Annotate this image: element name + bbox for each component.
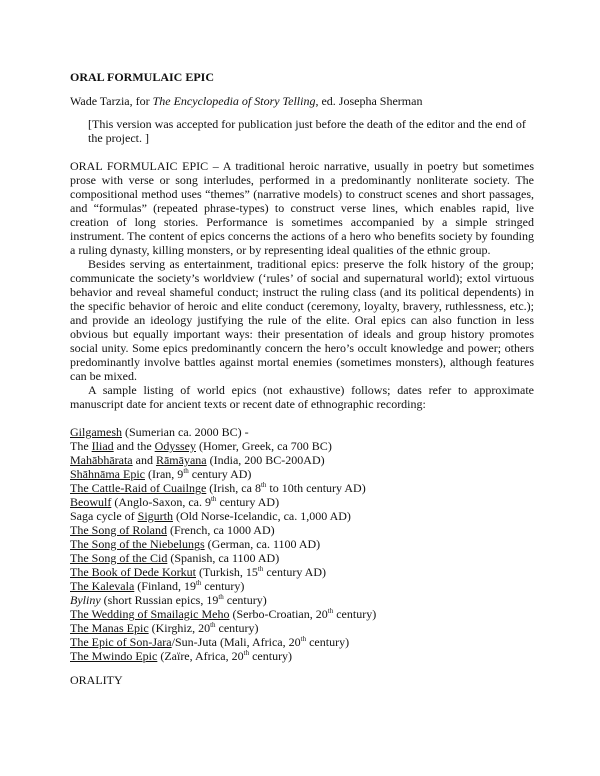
epic-ordinal-suffix: th — [327, 607, 334, 615]
epic-prefix: Saga cycle of — [70, 509, 138, 523]
epic-title: Iliad — [91, 439, 114, 453]
epic-title: The Manas Epic — [70, 621, 149, 635]
epic-detail-tail: century AD) — [263, 565, 326, 579]
epic-title: The Song of the Niebelungs — [70, 537, 205, 551]
epic-detail: (Homer, Greek, ca 700 BC) — [196, 439, 332, 453]
author-suffix: , ed. Josepha Sherman — [315, 94, 423, 108]
epic-title: The Mwindo Epic — [70, 649, 158, 663]
epic-title: The Book of Dede Korkut — [70, 565, 196, 579]
epic-list-item — [70, 439, 534, 453]
document-page — [70, 70, 534, 699]
epic-detail-tail: century AD) — [188, 467, 252, 481]
epic-ordinal-suffix: th — [195, 579, 202, 587]
epic-list-item — [70, 537, 534, 551]
epic-detail-tail: century AD) — [216, 495, 280, 509]
document-title: ORAL FORMULAIC EPIC — [70, 70, 215, 84]
epic-list-item — [70, 523, 534, 537]
definition-paragraph: ORAL FORMULAIC EPIC – A traditional heroic narrative, usually in poetry but sometimes prose with verse or song interludes, performed in a predominantly nonliterate society. The compositional method uses “themes” (narrative models) to construct scenes and short passages, and “formulas” (repeated phrase-types) to construct verse lines, which enables rapid, live creation of long stories. Performance is sometimes accompanied by a simple stringed instrument. The content of epics concerns the actions of a hero who benefits society by founding a ruling dynasty, killing monsters, or by representing ideal qualities of the ethnic group. — [70, 159, 534, 257]
publication-note: [This version was accepted for publication just before the death of the editor and the end of the project. ] — [88, 117, 526, 145]
publication-title: The Encyclopedia of Story Telling — [152, 94, 316, 108]
epic-list-item — [70, 565, 534, 579]
epic-detail-tail: century) — [306, 635, 350, 649]
author-line — [70, 94, 534, 108]
epic-detail: (Turkish, 15 — [195, 565, 258, 579]
epic-list-item — [70, 495, 534, 509]
epic-detail: (Iran, 9 — [144, 467, 184, 481]
epic-detail-tail: century) — [333, 607, 377, 621]
epic-detail-tail: to 10th century AD) — [266, 481, 366, 495]
epic-detail-tail: century) — [215, 621, 259, 635]
epic-list-item — [70, 649, 534, 663]
epic-title: Sigurth — [137, 509, 173, 523]
epic-detail: (India, 200 BC-200AD) — [206, 453, 325, 467]
epic-detail: (Sumerian ca. 2000 BC) - — [122, 425, 249, 439]
epic-list-item — [70, 551, 534, 565]
epic-title: The Cattle-Raid of Cuailnge — [70, 481, 207, 495]
epic-list-item — [70, 467, 534, 481]
epic-ordinal-suffix: th — [260, 481, 267, 489]
epic-detail-tail: century) — [223, 593, 267, 607]
epic-detail: (Mali, Africa, 20 — [216, 635, 301, 649]
epic-list-item — [70, 607, 534, 621]
epic-detail: (Spanish, ca 1100 AD) — [167, 551, 280, 565]
section-heading-orality: ORALITY — [70, 673, 123, 687]
epic-title-secondary: Odyssey — [154, 439, 196, 453]
author-prefix: Wade Tarzia, for — [70, 94, 153, 108]
epic-detail: (Serbo-Croatian, 20 — [229, 607, 328, 621]
functions-paragraph: Besides serving as entertainment, traditional epics: preserve the folk history of the group; communicate the society’s worldview (‘rules’ of social and supernatural world); extol virtuous behavior and reveal shameful conduct; instruct the ruling class (and its political dependents) in the specific behavior of heroic and elite conduct (ceremony, loyalty, bravery, ruthlessness, etc.); and provide an ideology justifying the rule of the elite. Oral epics can also function in less obvious but equally important ways: their presentation of ideals and group history promotes social unity. Some epics predominantly concern the hero’s occult knowledge and power; others predominantly involve battles against mortal enemies (sometimes monsters), although features can be mixed. — [70, 257, 534, 383]
epic-connector: and the — [113, 439, 155, 453]
epic-list-item — [70, 453, 534, 467]
epic-title-secondary: Rāmāyana — [155, 453, 207, 467]
epic-detail: (Irish, ca 8 — [206, 481, 261, 495]
epic-ordinal-suffix: th — [257, 565, 264, 573]
epic-ordinal-suffix: th — [210, 621, 216, 629]
epic-detail: (German, ca. 1100 AD) — [204, 537, 321, 551]
epic-detail: (French, ca 1000 AD) — [167, 523, 275, 537]
epic-ordinal-suffix: th — [243, 649, 250, 657]
epic-prefix: The — [70, 439, 92, 453]
epic-detail: (Anglo-Saxon, ca. 9 — [111, 495, 211, 509]
epic-list — [70, 425, 534, 663]
epic-list-item — [70, 481, 534, 495]
epic-detail: (Kirghiz, 20 — [148, 621, 211, 635]
epic-title: Beowulf — [70, 495, 112, 509]
epic-title: Shāhnāma Epic — [70, 467, 145, 481]
epic-title: The Kalevala — [70, 579, 135, 593]
epic-ordinal-suffix: th — [218, 593, 224, 601]
epic-list-item — [70, 635, 534, 649]
epic-title: Byliny — [70, 593, 101, 607]
epic-title: The Epic of Son-Jara — [70, 635, 172, 649]
epic-detail: (Finland, 19 — [134, 579, 196, 593]
epic-title: The Song of Roland — [70, 523, 167, 537]
epic-detail: (short Russian epics, 19 — [100, 593, 219, 607]
epic-list-item — [70, 593, 534, 607]
epic-title: The Song of the Cid — [70, 551, 168, 565]
epic-ordinal-suffix: th — [183, 467, 189, 475]
epic-ordinal-suffix: th — [300, 635, 307, 643]
epic-list-item — [70, 509, 534, 523]
epic-connector: /Sun-Juta — [171, 635, 217, 649]
epic-list-item — [70, 579, 534, 593]
epic-detail: (Old Norse-Icelandic, ca. 1,000 AD) — [172, 509, 351, 523]
epic-detail-tail: century) — [201, 579, 245, 593]
epic-detail: (Zaïre, Africa, 20 — [157, 649, 244, 663]
epic-list-item — [70, 425, 534, 439]
epic-ordinal-suffix: th — [210, 495, 217, 503]
epic-list-item — [70, 621, 534, 635]
epic-connector: and — [132, 453, 156, 467]
epic-title: The Wedding of Smailagic Meho — [70, 607, 230, 621]
listing-intro-paragraph: A sample listing of world epics (not exhaustive) follows; dates refer to approximate manuscript date for ancient texts or recent date of ethnographic recording: — [70, 383, 534, 411]
epic-detail-tail: century) — [249, 649, 293, 663]
epic-title: Mahābhārata — [70, 453, 133, 467]
epic-title: Gilgamesh — [70, 425, 122, 439]
